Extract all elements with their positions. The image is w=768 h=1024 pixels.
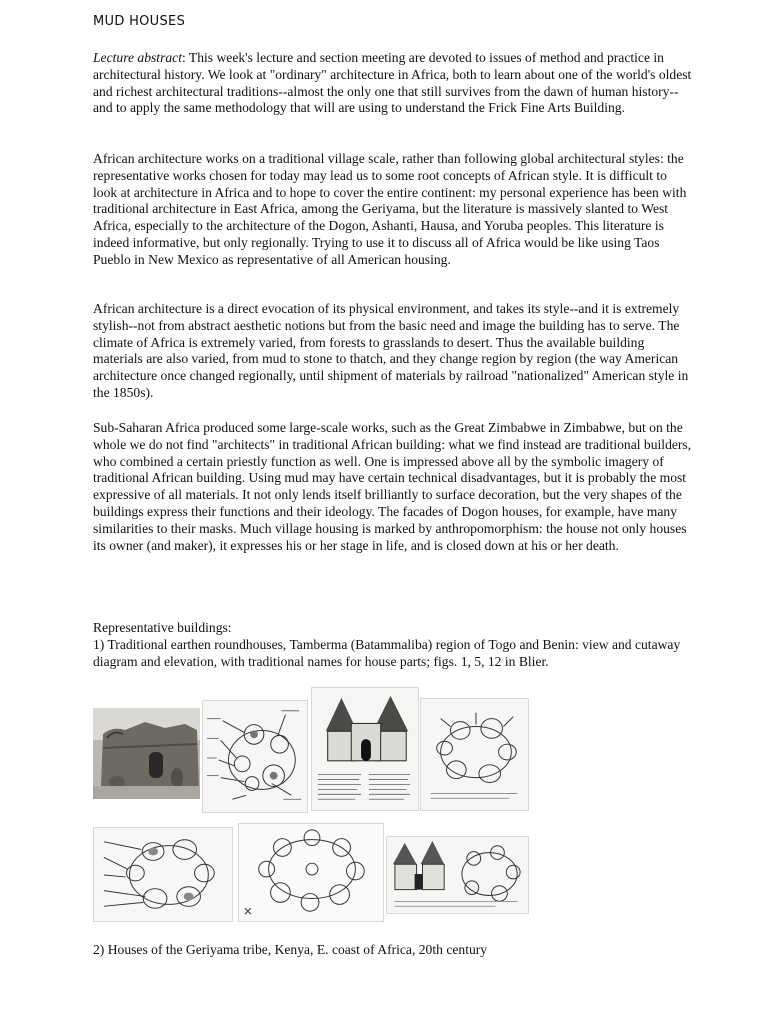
abstract-text: : This week's lecture and section meeting are devoted to issues of method and practice in architectural history. We look at "ordinary" architecture in Africa, both to learn about one of the world's oldest and richest architectural traditions--almost the only one that still survives from the dawn of human history--and to apply the same methodology that will are using to understand the Frick Fine Arts Building. bbox=[93, 50, 692, 116]
abstract-paragraph bbox=[93, 50, 693, 117]
item-2: 2) Houses of the Geriyama tribe, Kenya, E. coast of Africa, 20th century bbox=[93, 942, 488, 957]
paragraph-scale: African architecture works on a traditional village scale, rather than following global architectural styles: the representative works chosen for today may lead us to some root concepts of African style. It is difficult to look at architecture in Africa and to hope to cover the entire continent: my personal experience has been with traditional architecture in East Africa, among the Geriyama, but the literature is massively slanted to West Africa, especially to the architecture of the Dogon, Ashanti, Hausa, and Yoruba peoples. This literature is indeed informative, but only regionally. Trying to use it to discuss all of Africa would be like using Taos Pueblo in New Mexico as representative of all American housing. bbox=[93, 151, 687, 267]
house-elevation-plan-figure bbox=[386, 836, 529, 914]
cutaway-diagram-figure bbox=[202, 700, 308, 813]
paragraph-environment: African architecture is a direct evocation of its physical environment, and takes its style--and it is extremely stylish--not from abstract aesthetic notions but from the basic need and image the building has to serve. The climate of Africa is extremely varied, from forests to grasslands to desert. Thus the available building materials are also varied, from mud to stone to thatch, and they change region by region (the way American architecture once changed regionally, until shipment of materials by railroad "nationalized" American style in the 1850s). bbox=[93, 301, 689, 400]
floor-plan-figure bbox=[238, 823, 384, 922]
house-photo bbox=[93, 708, 200, 799]
plan-diagram-figure bbox=[420, 698, 529, 811]
rep-heading: Representative buildings: bbox=[93, 620, 232, 635]
paragraph-builders: Sub-Saharan Africa produced some large-scale works, such as the Great Zimbabwe in Zimbabwe, but on the whole we do not find "architects" in traditional African building: what we find instead are traditional builders, who combined a certain priestly function as well. One is impressed above all by the symbolic imagery of traditional African building. Using mud may have certain technical disadvantages, but it is probably the most expressive of all materials. It not only lends itself brilliantly to surface decoration, but the very shapes of the buildings express their functions and their ideology. The facades of Dogon houses, for example, have many similarities to their masks. Much village housing is marked by anthropomorphism: the house not only houses its owner (and maker), it expresses his or her stage in life, and is closed down at his or her death. bbox=[93, 420, 692, 553]
page-title: MUD HOUSES bbox=[93, 14, 186, 29]
item-1: 1) Traditional earthen roundhouses, Tamberma (Batammaliba) region of Togo and Benin: view and cutaway diagram and elevation, with traditional names for house parts; figs. 1, 5, 12 in Blier. bbox=[93, 636, 681, 669]
elevation-drawing-figure bbox=[311, 687, 419, 811]
roundhouse-diagram-figure bbox=[93, 827, 233, 922]
representative-buildings bbox=[93, 620, 693, 670]
abstract-label: Lecture abstract bbox=[93, 50, 182, 65]
